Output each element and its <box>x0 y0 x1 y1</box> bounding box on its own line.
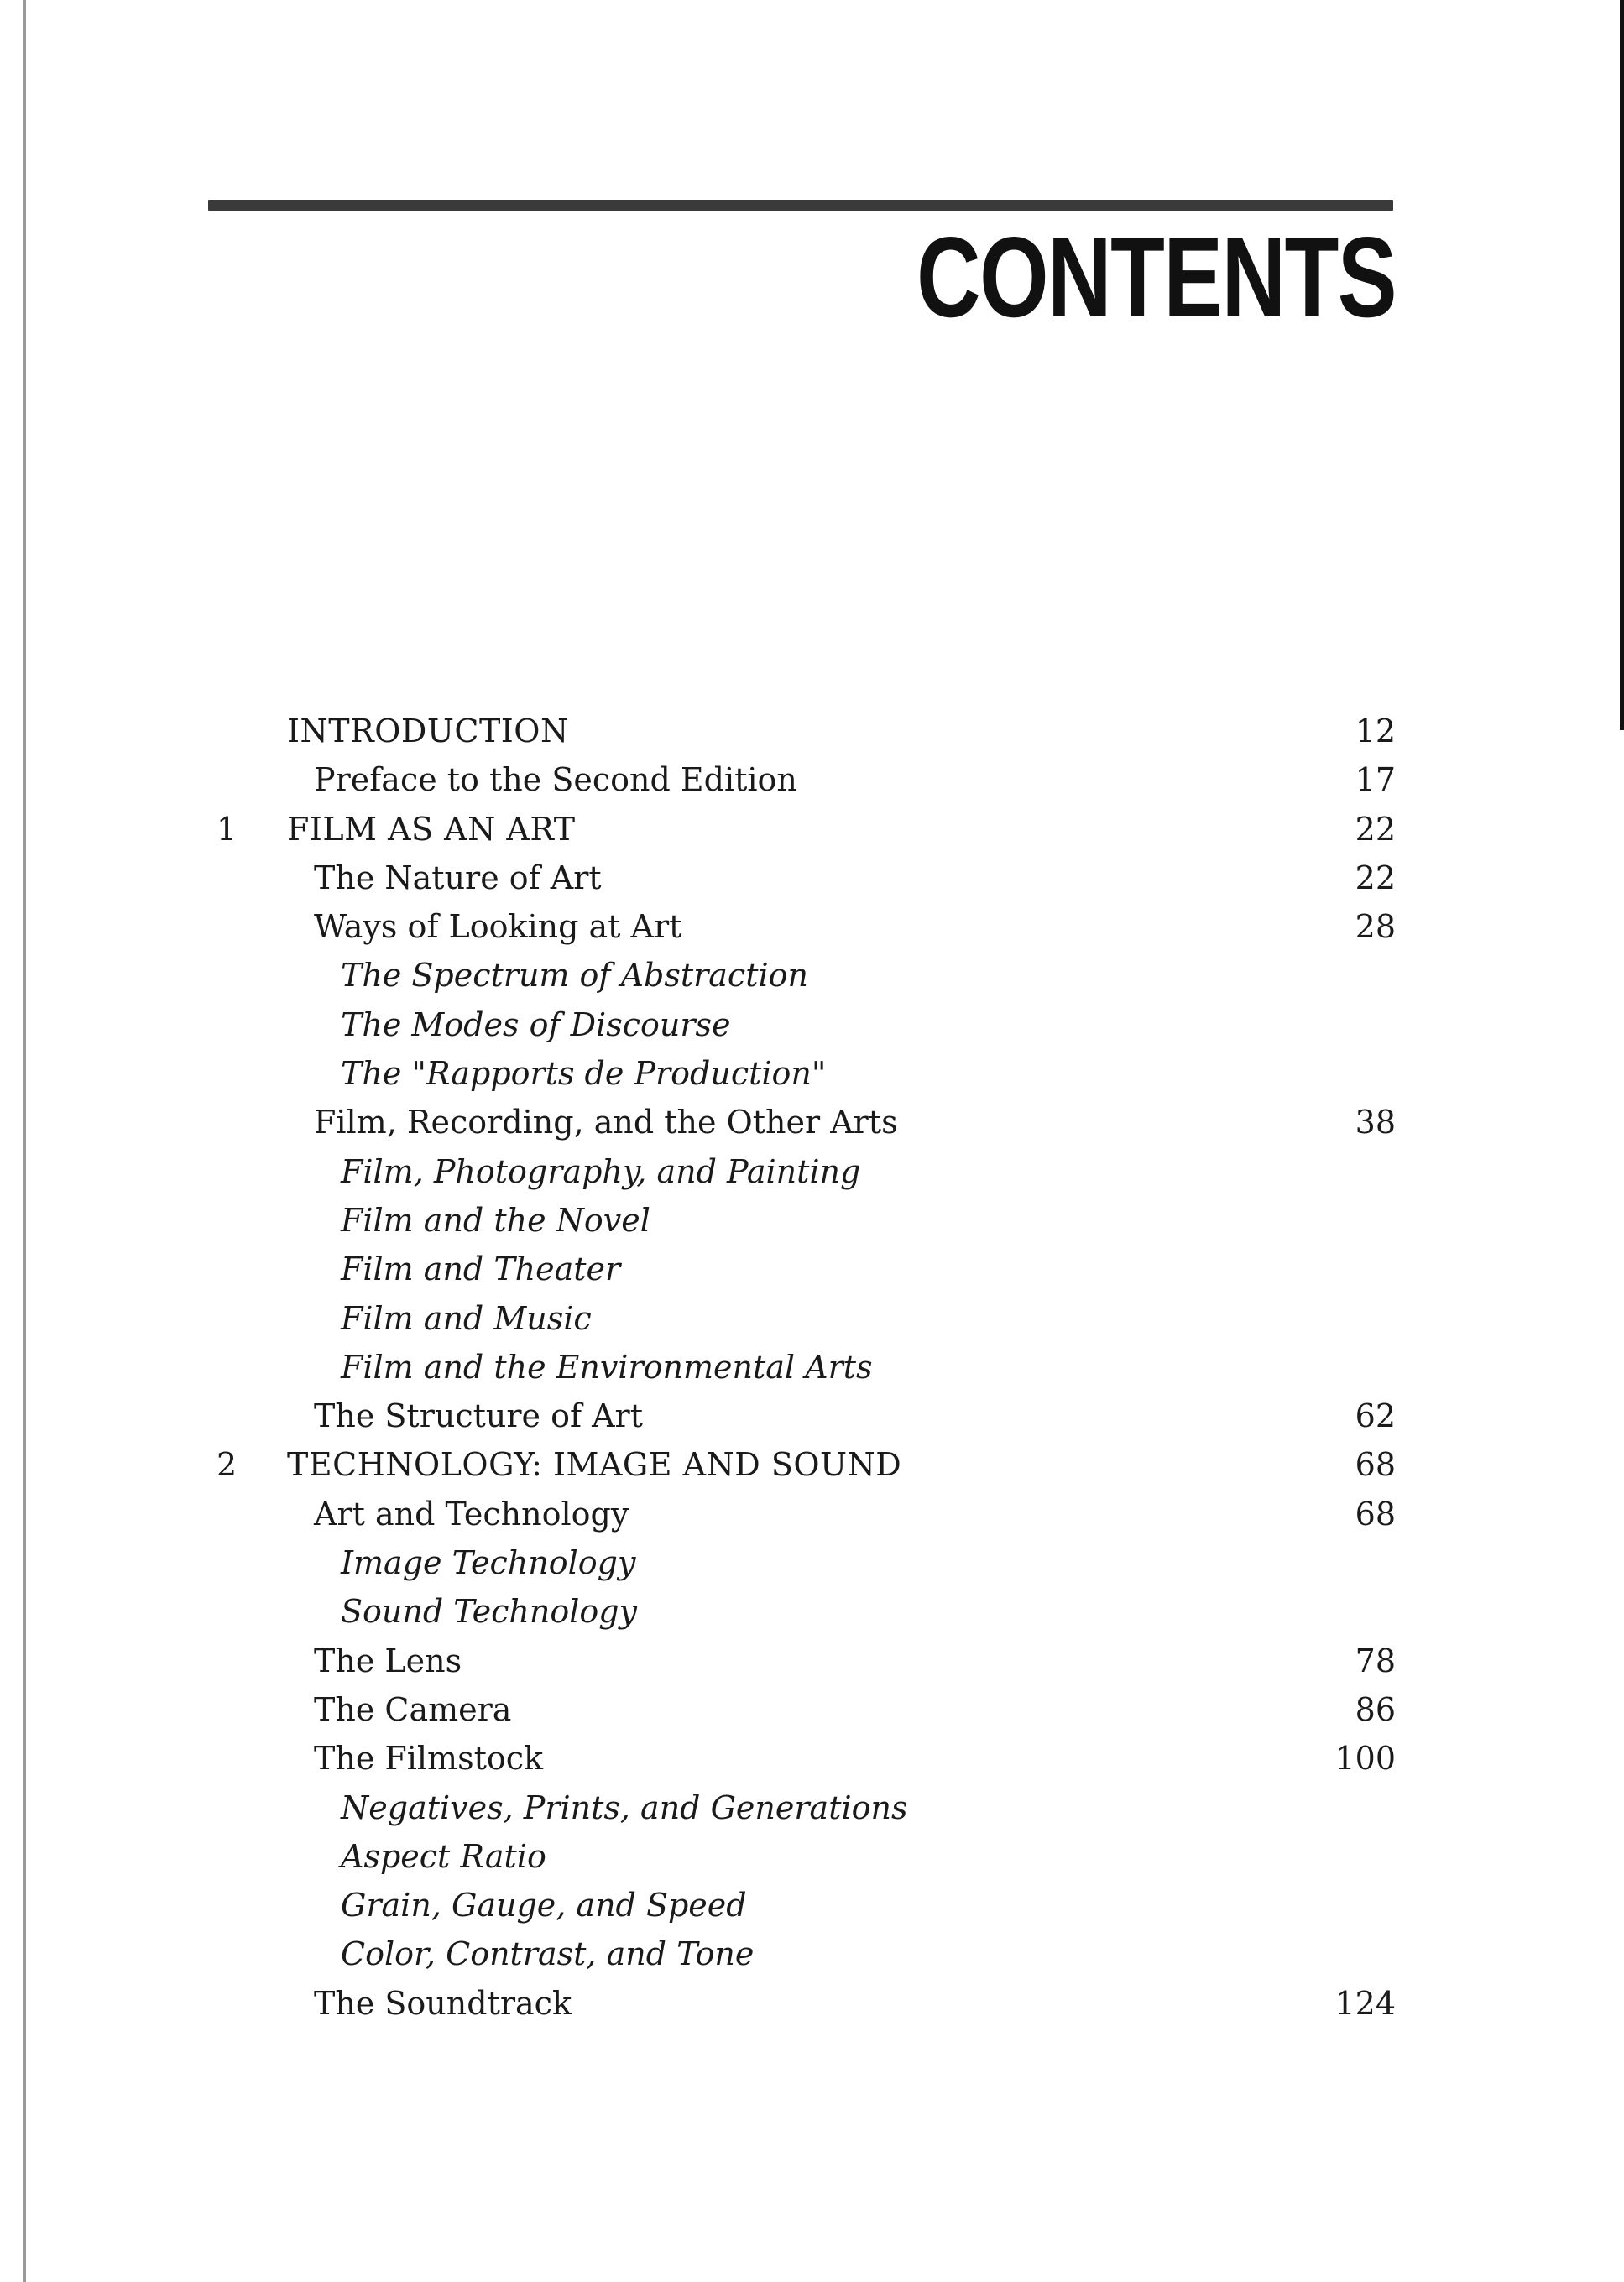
toc-entry-title: Film and the Environmental Arts <box>341 1348 873 1386</box>
page-number: 78 <box>1355 1642 1396 1679</box>
toc-entry-title: Film and the Novel <box>341 1201 650 1239</box>
toc-entry <box>0 1343 1624 1392</box>
page-title: CONTENTS <box>916 213 1396 341</box>
toc-entry-title: The Lens <box>314 1642 462 1679</box>
toc-entry <box>0 1490 1624 1538</box>
toc-entry-title: The Soundtrack <box>314 1984 572 2022</box>
page-number: 100 <box>1334 1740 1396 1778</box>
toc-entry <box>0 1245 1624 1293</box>
toc-entry <box>0 902 1624 951</box>
toc-entry-title: INTRODUCTION <box>287 713 569 749</box>
toc-entry <box>0 1734 1624 1783</box>
toc-entry <box>0 1440 1624 1489</box>
toc-entry-title: The Nature of Art <box>314 859 602 896</box>
page-number: 86 <box>1355 1690 1396 1728</box>
toc-entry-title: The Filmstock <box>314 1740 544 1778</box>
toc-entry <box>0 1392 1624 1440</box>
toc-entry <box>0 1832 1624 1881</box>
toc-entry-title: Color, Contrast, and Tone <box>341 1935 755 1973</box>
page-number: 28 <box>1355 908 1396 946</box>
toc-entry <box>0 1049 1624 1098</box>
toc-entry <box>0 1587 1624 1636</box>
toc-entry-title: FILM AS AN ART <box>287 810 576 848</box>
toc-entry-title: Film and Music <box>341 1299 592 1337</box>
toc-entry-title: Sound Technology <box>341 1593 638 1631</box>
toc-entry-title: Negatives, Prints, and Generations <box>341 1789 908 1826</box>
toc-entry-title: Image Technology <box>341 1544 636 1582</box>
table-of-contents <box>0 707 1624 2028</box>
toc-entry-title: TECHNOLOGY: IMAGE AND SOUND <box>287 1446 902 1484</box>
page-number: 22 <box>1355 859 1396 896</box>
toc-entry <box>0 1000 1624 1049</box>
toc-entry <box>0 1783 1624 1832</box>
toc-entry-title: Preface to the Second Edition <box>314 761 797 799</box>
toc-entry <box>0 1979 1624 2028</box>
page-number: 22 <box>1355 810 1396 848</box>
page-number: 12 <box>1355 713 1396 749</box>
toc-entry <box>0 1538 1624 1587</box>
toc-entry-title: Film, Recording, and the Other Arts <box>314 1104 898 1141</box>
toc-entry <box>0 707 1624 755</box>
toc-entry <box>0 755 1624 804</box>
toc-entry-title: The Camera <box>314 1690 512 1728</box>
page-number: 62 <box>1355 1397 1396 1435</box>
chapter-number: 1 <box>217 810 238 848</box>
chapter-number: 2 <box>217 1446 238 1484</box>
toc-entry-title: Ways of Looking at Art <box>314 908 682 946</box>
header-rule <box>208 200 1393 211</box>
toc-entry <box>0 1294 1624 1343</box>
toc-entry <box>0 1196 1624 1245</box>
toc-entry <box>0 1098 1624 1146</box>
toc-entry <box>0 1637 1624 1685</box>
toc-entry <box>0 1881 1624 1930</box>
toc-entry <box>0 805 1624 854</box>
toc-entry-title: Film, Photography, and Painting <box>341 1152 861 1190</box>
page-number: 68 <box>1355 1446 1396 1484</box>
toc-entry-title: Film and Theater <box>341 1251 621 1288</box>
toc-entry-title: Aspect Ratio <box>341 1837 546 1875</box>
toc-entry-title: The "Rapports de Production" <box>341 1055 827 1093</box>
toc-entry <box>0 1685 1624 1734</box>
toc-entry <box>0 854 1624 902</box>
toc-entry-title: The Spectrum of Abstraction <box>341 957 808 995</box>
scan-edge-right <box>1620 0 1624 730</box>
page-number: 124 <box>1334 1984 1396 2022</box>
toc-entry-title: The Structure of Art <box>314 1397 643 1435</box>
page-number: 68 <box>1355 1495 1396 1533</box>
page-number: 17 <box>1355 761 1396 799</box>
toc-entry-title: Art and Technology <box>314 1495 629 1533</box>
toc-entry-title: Grain, Gauge, and Speed <box>341 1887 747 1924</box>
toc-entry <box>0 951 1624 1000</box>
page-number: 38 <box>1355 1104 1396 1141</box>
toc-entry <box>0 1147 1624 1196</box>
toc-entry <box>0 1930 1624 1978</box>
toc-entry-title: The Modes of Discourse <box>341 1005 731 1043</box>
